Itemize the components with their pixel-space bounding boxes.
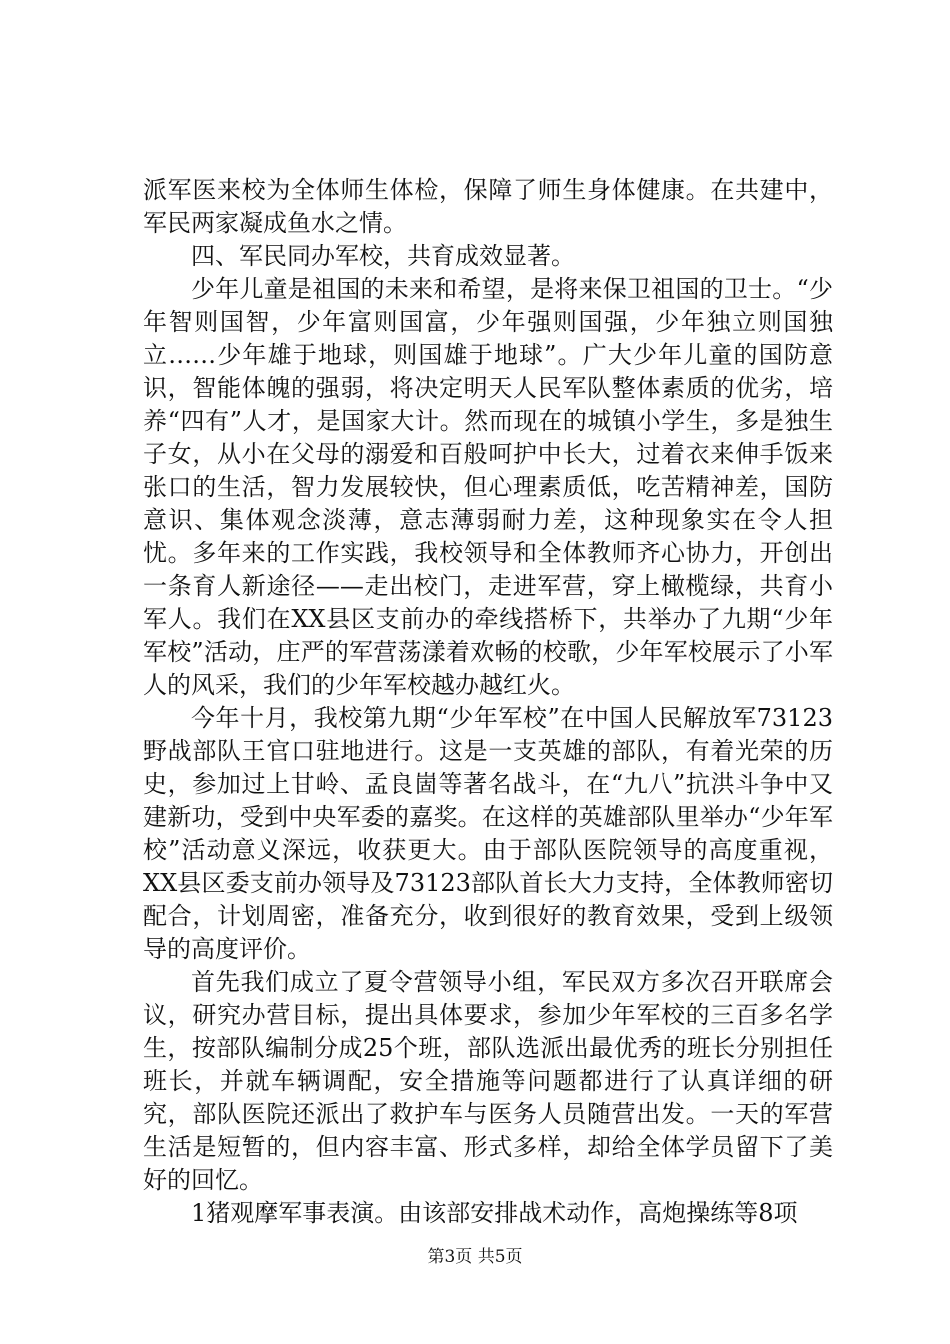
paragraph-body: 今年十月，我校第九期“少年军校”在中国人民解放军73123野战部队王官口驻地进行。这是一支英雄的部队，有着光荣的历史，参加过上甘岭、孟良崮等著名战斗，在“九八”抗洪斗争中又建新功，受到中央军委的嘉奖。在这样的英雄部队里举办“少年军校”活动意义深远，收获更大。由于部队医院领导的高度重视，XX县区委支前办领导及73123部队首长大力支持，全体教师密切配合，计划周密，准备充分，收到很好的教育效果，受到上级领导的高度评价。 — [143, 704, 833, 963]
paragraph-body: 1猪观摩军事表演。由该部安排战术动作，高炮操练等8项 — [191, 1199, 798, 1227]
document-body — [143, 174, 833, 1230]
page-number-footer: 第3页 共5页 — [427, 1247, 523, 1267]
paragraph-continuation: 派军医来校为全体师生体检，保障了师生身体健康。在共建中，军民两家凝成鱼水之情。 — [143, 176, 833, 237]
section-heading: 四、军民同办军校，共育成效显著。 — [191, 242, 575, 270]
paragraph-body: 首先我们成立了夏令营领导小组，军民双方多次召开联席会议，研究办营目标，提出具体要求，参加少年军校的三百多名学生，按部队编制分成25个班，部队选派出最优秀的班长分别担任班长，并就车辆调配，安全措施等问题都进行了认真详细的研究，部队医院还派出了救护车与医务人员随营出发。一天的军营生活是短暂的，但内容丰富、形式多样，却给全体学员留下了美好的回忆。 — [143, 968, 833, 1194]
paragraph-body: 少年儿童是祖国的未来和希望，是将来保卫祖国的卫士。“少年智则国智，少年富则国富，少年强则国强，少年独立则国独立……少年雄于地球，则国雄于地球”。广大少年儿童的国防意识，智能体魄的强弱，将决定明天人民军队整体素质的优劣，培养“四有”人才，是国家大计。然而现在的城镇小学生，多是独生子女，从小在父母的溺爱和百般呵护中长大，过着衣来伸手饭来张口的生活，智力发展较快，但心理素质低，吃苦精神差，国防意识、集体观念淡薄，意志薄弱耐力差，这种现象实在令人担忧。多年来的工作实践，我校领导和全体教师齐心协力，开创出一条育人新途径——走出校门，走进军营，穿上橄榄绿，共育小军人。我们在XX县区支前办的牵线搭桥下，共举办了九期“少年军校”活动，庄严的军营荡漾着欢畅的校歌，少年军校展示了小军人的风采，我们的少年军校越办越红火。 — [143, 275, 833, 699]
